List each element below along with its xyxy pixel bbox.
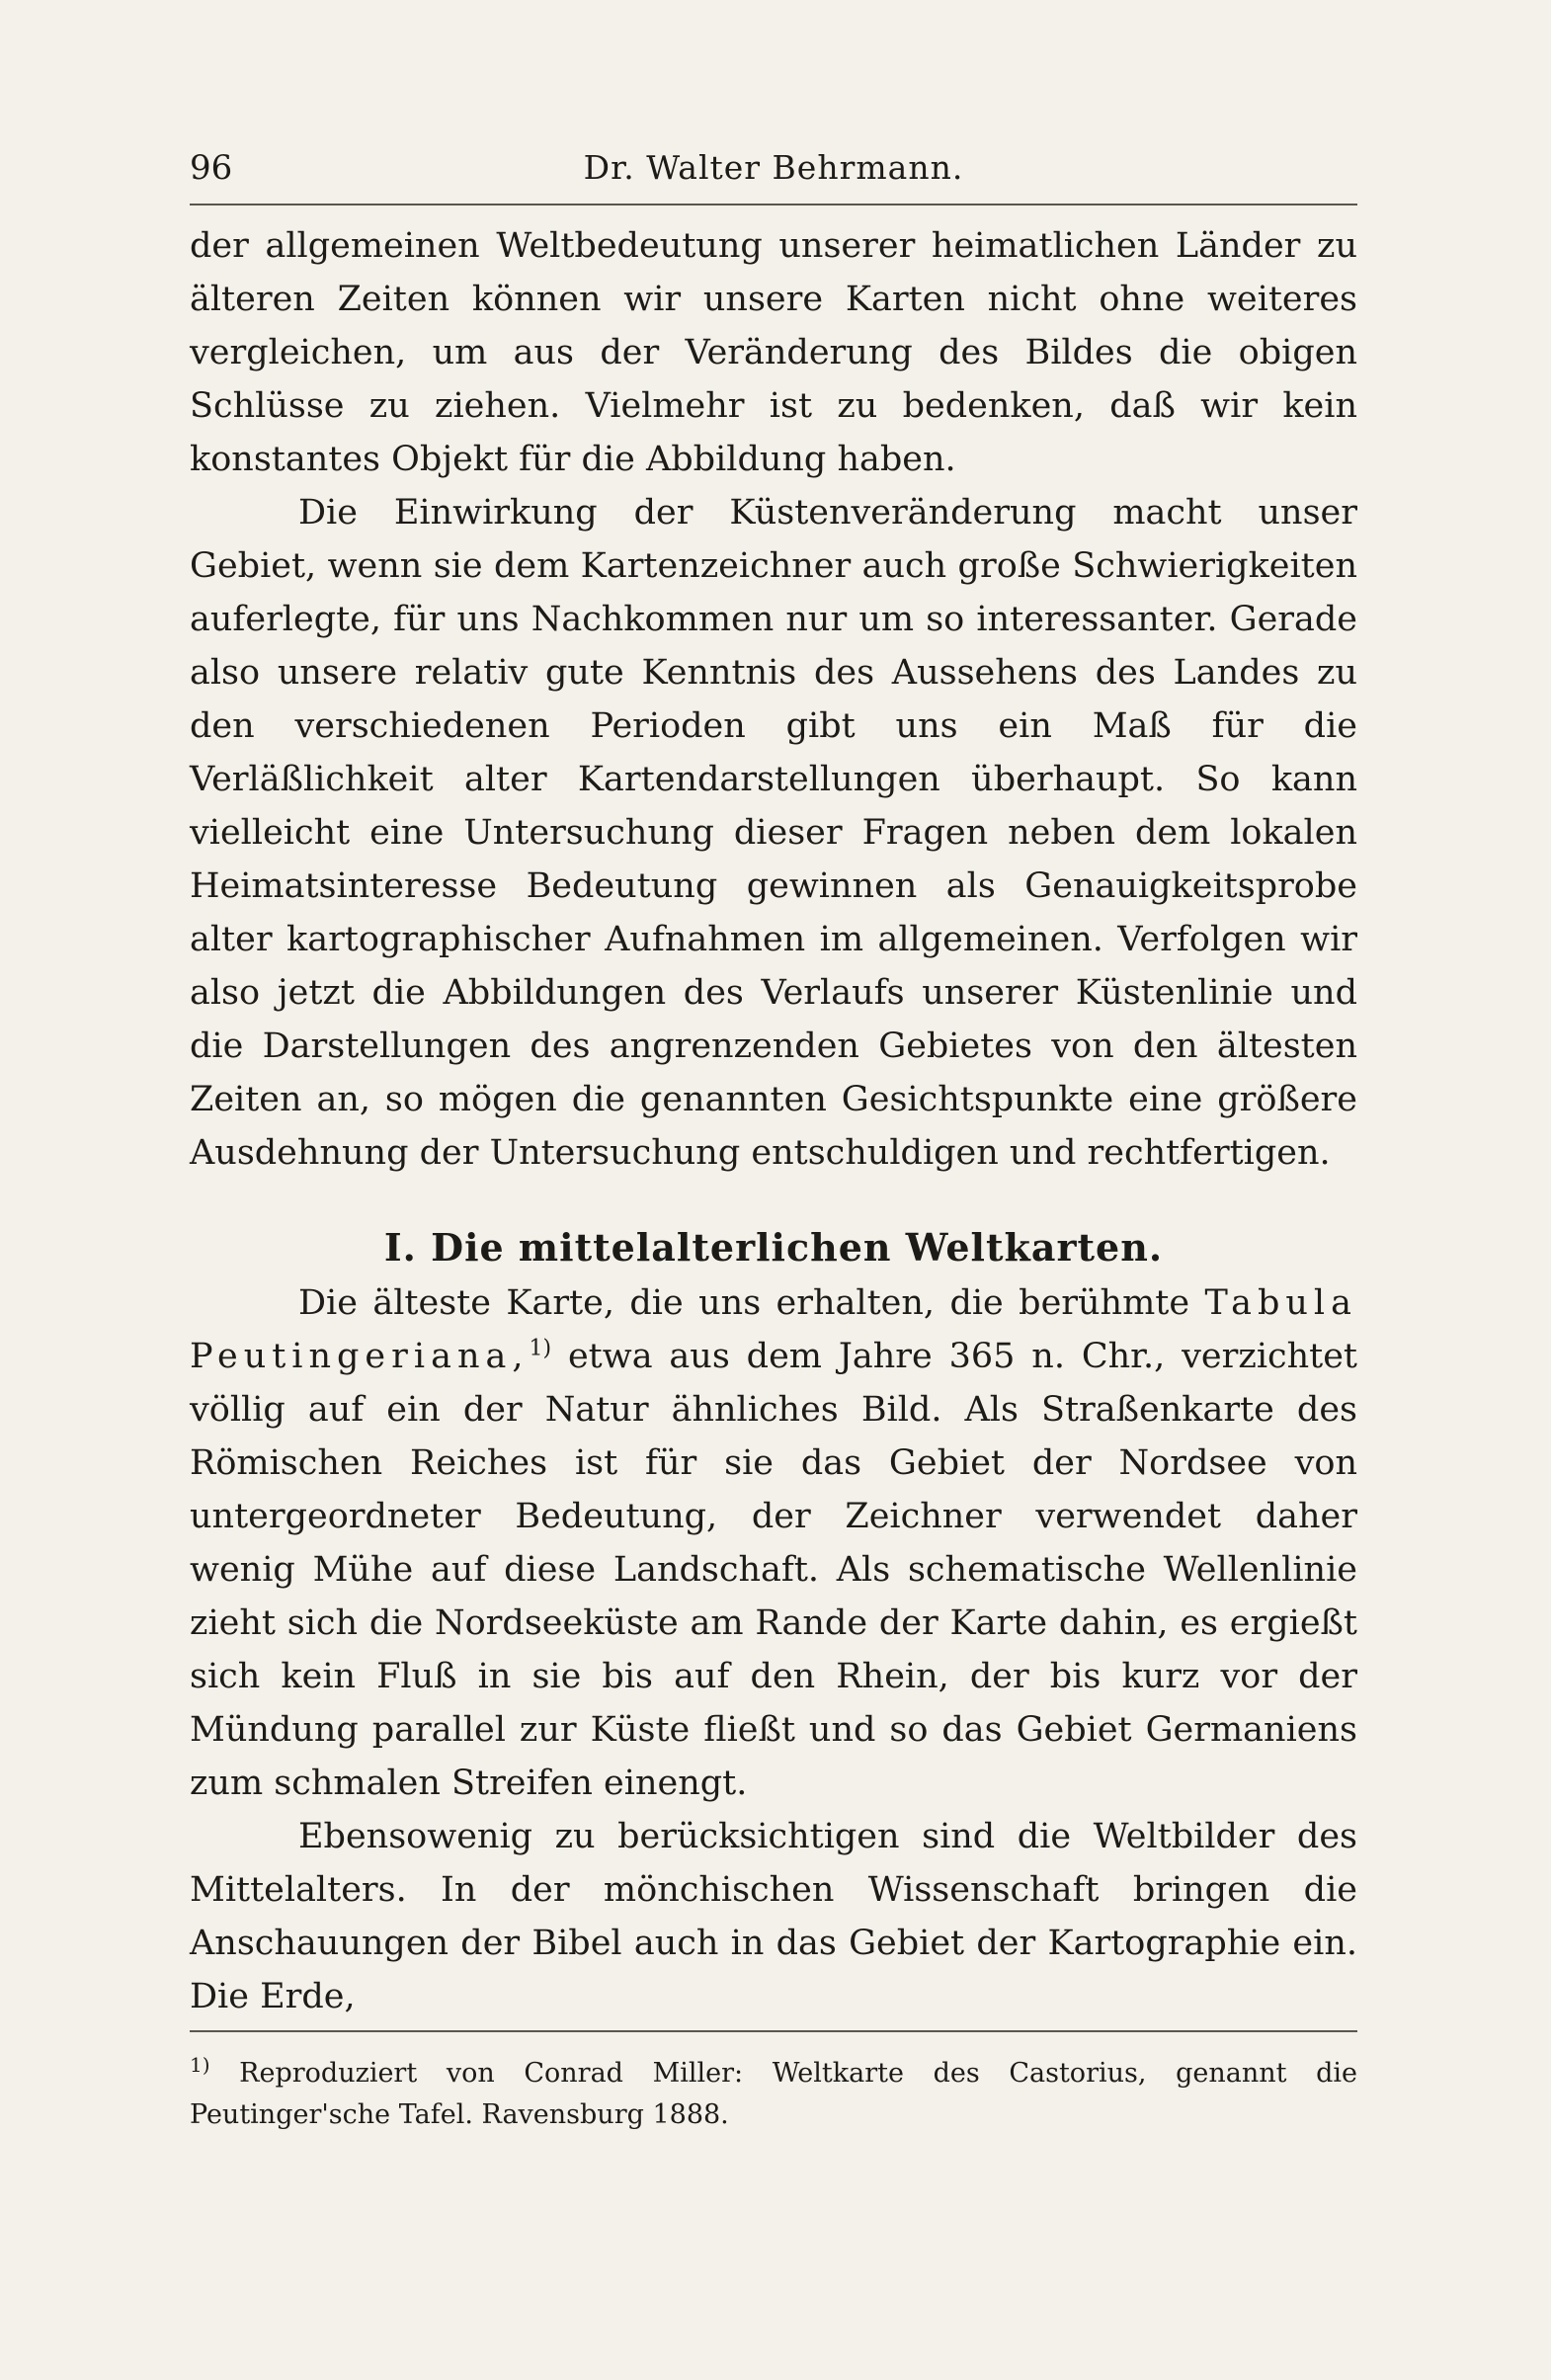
header-divider	[190, 204, 1357, 205]
footnote	[190, 2053, 1357, 2136]
tabula-title: Tabula Peutingeriana,	[190, 1283, 1357, 1376]
page-number: 96	[190, 148, 233, 188]
paragraph-3-rest: etwa aus dem Jahre 365 n. Chr., verzichtet völlig auf ein der Natur ähnliches Bild. Als Straßenkarte des Römischen Reiches ist für sie das Gebiet der Nordsee von untergeordneter Bedeutung, der Zeichner verwendet daher wenig Mühe auf diese Landschaft. Als schematische Wellenlinie zieht sich die Nordseeküste am Rande der Karte dahin, es ergießt sich kein Fluß in sie bis auf den Rhein, der bis kurz vor der Mündung parallel zur Küste fließt und so das Gebiet Germaniens zum schmalen Streifen einengt.	[190, 1337, 1357, 1803]
paragraph-2: Die Einwirkung der Küstenveränderung macht unser Gebiet, wenn sie dem Kartenzeichner auch große Schwierigkeiten auferlegte, für uns Nachkommen nur um so interessanter. Gerade also unsere relativ gute Kenntnis des Aussehens des Landes zu den verschiedenen Perioden gibt uns ein Maß für die Verläßlichkeit alter Kartendarstellungen überhaupt. So kann vielleicht eine Untersuchung dieser Fragen neben dem lokalen Heimatsinteresse Bedeutung gewinnen als Genauigkeitsprobe alter kartographischer Aufnahmen im allgemeinen. Verfolgen wir also jetzt die Abbildungen des Verlaufs unserer Küstenlinie und die Darstellungen des angrenzenden Gebietes von den ältesten Zeiten an, so mögen die genannten Gesichtspunkte eine größere Ausdehnung der Untersuchung entschuldigen und rechtfertigen.	[190, 493, 1357, 1173]
section-heading: I. Die mittelalterlichen Weltkarten.	[383, 1225, 1164, 1270]
footnote-divider	[190, 2030, 1357, 2032]
paragraph-1: der allgemeinen Weltbedeutung unserer heimatlichen Länder zu älteren Zeiten können wir unsere Karten nicht ohne weiteres vergleichen, um aus der Veränderung des Bildes die obigen Schlüsse zu ziehen. Vielmehr ist zu bedenken, daß wir kein konstantes Objekt für die Abbildung haben.	[190, 226, 1357, 479]
footnote-text: Reproduziert von Conrad Miller: Weltkarte des Castorius, genannt die Peutinger'sche Tafel. Ravensburg 1888.	[190, 2058, 1357, 2130]
running-head: Dr. Walter Behrmann.	[583, 148, 964, 187]
paragraph-4: Ebensowenig zu berücksichtigen sind die Weltbilder des Mittelalters. In der mönchischen Wissenschaft bringen die Anschauungen der Bibel auch in das Gebiet der Kartographie ein. Die Erde,	[190, 1817, 1357, 2016]
footnote-mark: 1)	[190, 2053, 210, 2077]
footnote-reference: 1)	[529, 1336, 552, 1361]
main-text	[190, 219, 1357, 2023]
page-header	[190, 148, 1357, 198]
paragraph-3-lead: Die älteste Karte, die uns erhalten, die berühmte	[298, 1283, 1190, 1323]
paragraph-3	[190, 1276, 1357, 1810]
